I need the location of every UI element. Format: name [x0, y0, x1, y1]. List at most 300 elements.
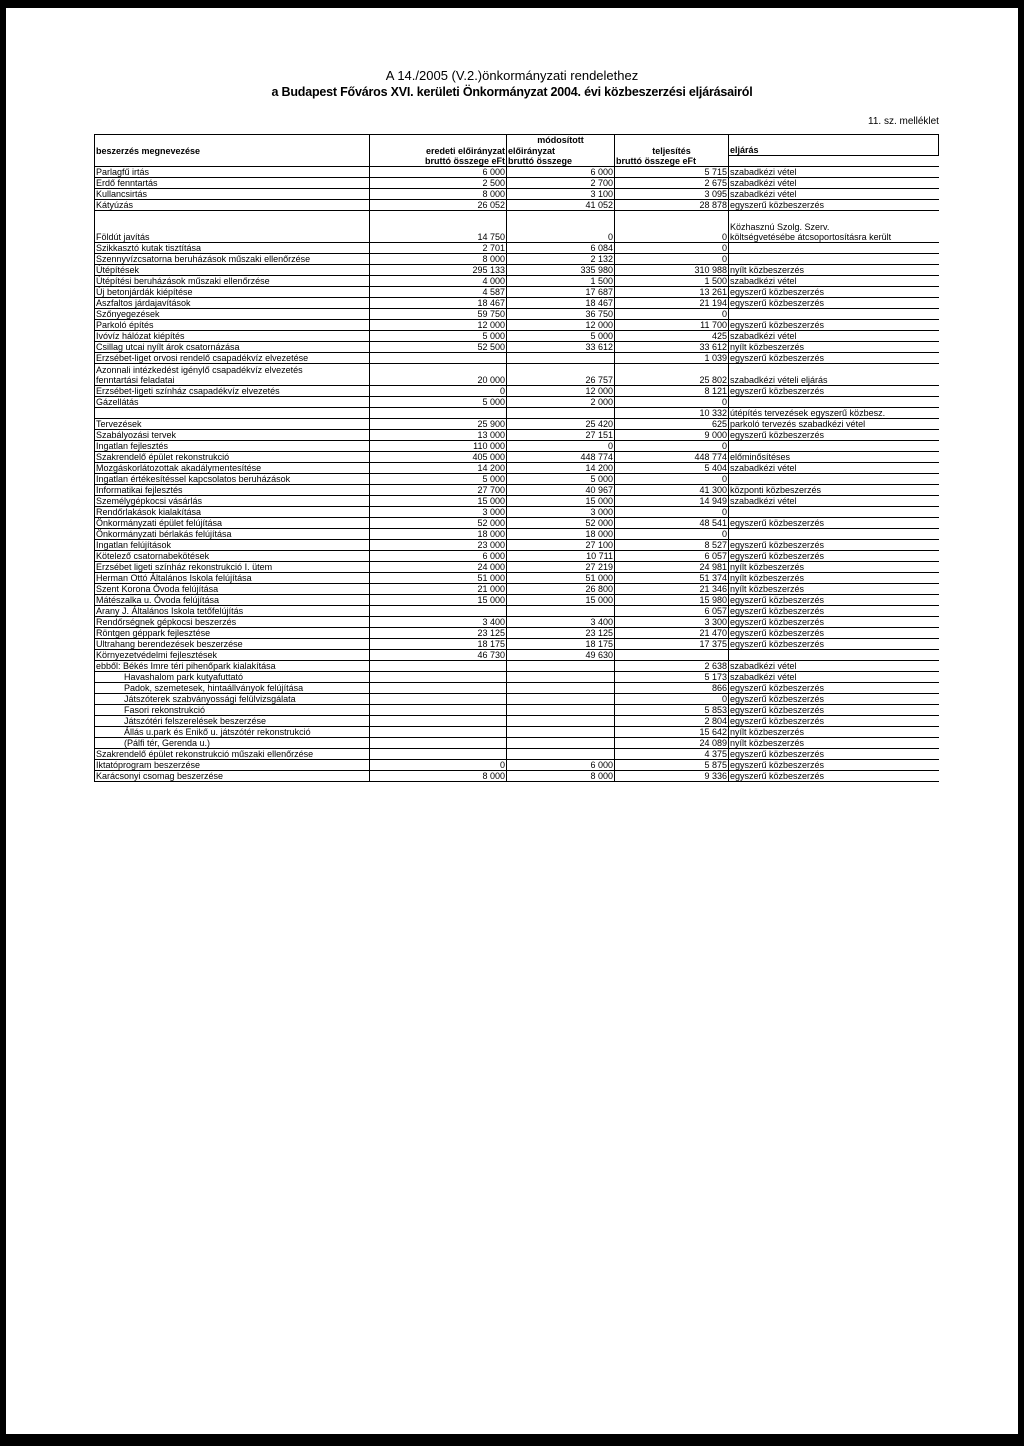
original-amount-cell: 52 000	[370, 518, 507, 529]
fulfilled-amount-cell: 1 500	[615, 276, 729, 287]
item-name-cell: Erdő fenntartás	[95, 178, 370, 189]
item-name-cell: Aszfaltos járdajavítások	[95, 298, 370, 309]
procedure-cell: szabadkézi vétel	[729, 276, 939, 287]
table-row	[95, 386, 939, 397]
modified-amount-cell: 41 052	[507, 200, 615, 211]
modified-amount-cell: 25 420	[507, 419, 615, 430]
table-row	[95, 419, 939, 430]
fulfilled-amount-cell: 0	[615, 694, 729, 705]
fulfilled-amount-cell: 13 261	[615, 287, 729, 298]
header-original: eredeti előirányzat	[370, 145, 507, 156]
procedure-cell	[729, 243, 939, 254]
procedure-cell: egyszerű közbeszerzés	[729, 518, 939, 529]
table-row	[95, 287, 939, 298]
original-amount-cell: 5 000	[370, 331, 507, 342]
modified-amount-cell	[507, 749, 615, 760]
original-amount-cell: 25 900	[370, 419, 507, 430]
procedure-cell: szabadkézi vétel	[729, 167, 939, 178]
procedure-cell	[729, 650, 939, 661]
fulfilled-amount-cell: 0	[615, 221, 729, 243]
fulfilled-amount-cell: 448 774	[615, 452, 729, 463]
procedure-cell: egyszerű közbeszerzés	[729, 430, 939, 441]
modified-amount-cell: 6 084	[507, 243, 615, 254]
procedure-cell: szabadkézi vétel	[729, 496, 939, 507]
item-name-cell: Ivóvíz hálózat kiépítés	[95, 331, 370, 342]
table-row	[95, 518, 939, 529]
item-name-cell-line-1: Azonnali intézkedést igénylő csapadékvíz elvezetés	[96, 365, 303, 375]
procedure-cell	[729, 474, 939, 485]
item-name-cell: Kötelező csatornabekötések	[95, 551, 370, 562]
item-name-cell: Ingatlan felújítások	[95, 540, 370, 551]
procedure-cell: nyílt közbeszerzés	[729, 265, 939, 276]
procedure-cell: szabadkézi vételi eljárás	[729, 364, 939, 386]
header-modified-unit: bruttó összege	[507, 156, 615, 167]
modified-amount-cell: 2 700	[507, 178, 615, 189]
item-name-cell: Szent Korona Óvoda felújítása	[95, 584, 370, 595]
item-name-cell: Erzsébet-ligeti színház csapadékvíz elvezetés	[95, 386, 370, 397]
modified-amount-cell: 448 774	[507, 452, 615, 463]
item-name-cell: Iktatóprogram beszerzése	[95, 760, 370, 771]
scan-border-top	[0, 0, 1024, 8]
fulfilled-amount-cell: 866	[615, 683, 729, 694]
procurement-table	[94, 134, 939, 782]
annex-label: 11. sz. melléklet	[868, 116, 939, 127]
fulfilled-amount-cell: 8 121	[615, 386, 729, 397]
table-row	[95, 606, 939, 617]
item-name-cell: Önkormányzati épület felújítása	[95, 518, 370, 529]
procedure-cell: nyílt közbeszerzés	[729, 573, 939, 584]
original-amount-cell: 27 700	[370, 485, 507, 496]
table-row	[95, 694, 939, 705]
original-amount-cell: 8 000	[370, 254, 507, 265]
fulfilled-amount-cell: 0	[615, 243, 729, 254]
procedure-cell	[729, 507, 939, 518]
table-row	[95, 551, 939, 562]
modified-amount-cell	[507, 606, 615, 617]
header-fulfilled: teljesítés	[615, 145, 729, 156]
table-row	[95, 595, 939, 606]
fulfilled-amount-cell: 14 949	[615, 496, 729, 507]
modified-amount-cell: 0	[507, 221, 615, 243]
header-cell	[729, 135, 939, 146]
table-row	[95, 200, 939, 211]
document-title-line-1: A 14./2005 (V.2.)önkormányzati rendelethez	[385, 68, 639, 83]
modified-amount-cell: 36 750	[507, 309, 615, 320]
modified-amount-cell: 49 630	[507, 650, 615, 661]
fulfilled-amount-cell: 2 675	[615, 178, 729, 189]
fulfilled-amount-cell: 3 300	[615, 617, 729, 628]
item-name-cell: Új betonjárdák kiépítése	[95, 287, 370, 298]
original-amount-cell: 110 000	[370, 441, 507, 452]
table-row	[95, 167, 939, 178]
procedure-cell	[729, 254, 939, 265]
header-name: beszerzés megnevezése	[95, 145, 370, 156]
fulfilled-amount-cell: 6 057	[615, 551, 729, 562]
procedure-cell: egyszerű közbeszerzés	[729, 595, 939, 606]
header-procedure: eljárás	[729, 145, 939, 156]
fulfilled-amount-cell: 9 000	[615, 430, 729, 441]
item-name-cell: Útépítések	[95, 265, 370, 276]
procedure-cell	[729, 529, 939, 540]
item-name-cell: Fasori rekonstrukció	[95, 705, 370, 716]
fulfilled-amount-cell: 425	[615, 331, 729, 342]
table-row	[95, 760, 939, 771]
original-amount-cell: 2 701	[370, 243, 507, 254]
item-name-cell: Állás u.park és Enikő u. játszótér rekonstrukció	[95, 727, 370, 738]
fulfilled-amount-cell: 0	[615, 309, 729, 320]
table-row	[95, 639, 939, 650]
modified-amount-cell: 2 000	[507, 397, 615, 408]
fulfilled-amount-cell: 0	[615, 474, 729, 485]
modified-amount-cell: 18 000	[507, 529, 615, 540]
fulfilled-amount-cell: 17 375	[615, 639, 729, 650]
modified-amount-cell	[507, 353, 615, 364]
fulfilled-amount-cell: 5 853	[615, 705, 729, 716]
fulfilled-amount-cell: 33 612	[615, 342, 729, 353]
procedure-cell: egyszerű közbeszerzés	[729, 705, 939, 716]
original-amount-cell: 12 000	[370, 320, 507, 331]
modified-amount-cell: 15 000	[507, 496, 615, 507]
item-name-cell: Személygépkocsi vásárlás	[95, 496, 370, 507]
item-name-cell: Kátyúzás	[95, 200, 370, 211]
item-name-cell: Szennyvízcsatorna beruházások műszaki ellenőrzése	[95, 254, 370, 265]
empty-cell	[370, 211, 507, 222]
procedure-cell: egyszerű közbeszerzés	[729, 551, 939, 562]
table-row	[95, 573, 939, 584]
original-amount-cell: 15 000	[370, 496, 507, 507]
table-row	[95, 507, 939, 518]
original-amount-cell: 24 000	[370, 562, 507, 573]
original-amount-cell: 59 750	[370, 309, 507, 320]
original-amount-cell	[370, 749, 507, 760]
original-amount-cell: 26 052	[370, 200, 507, 211]
procedure-cell: nyílt közbeszerzés	[729, 562, 939, 573]
table-row	[95, 529, 939, 540]
table-row	[95, 485, 939, 496]
table-row	[95, 738, 939, 749]
original-amount-cell: 8 000	[370, 189, 507, 200]
procedure-cell-line-1: Közhasznú Szolg. Szerv.	[730, 222, 830, 232]
original-amount-cell: 2 500	[370, 178, 507, 189]
original-amount-cell: 13 000	[370, 430, 507, 441]
table-row	[95, 650, 939, 661]
header-cell	[370, 135, 507, 146]
document-title-line-2: a Budapest Főváros XVI. kerületi Önkormányzat 2004. évi közbeszerzési eljárásairól	[271, 85, 753, 99]
modified-amount-cell: 8 000	[507, 771, 615, 782]
original-amount-cell: 3 400	[370, 617, 507, 628]
procedure-cell: egyszerű közbeszerzés	[729, 540, 939, 551]
original-amount-cell	[370, 738, 507, 749]
original-amount-cell	[370, 683, 507, 694]
modified-amount-cell: 33 612	[507, 342, 615, 353]
table-row	[95, 364, 939, 386]
original-amount-cell: 46 730	[370, 650, 507, 661]
table-row	[95, 540, 939, 551]
original-amount-cell	[370, 606, 507, 617]
item-name-cell: Játszótéri felszerelések beszerzése	[95, 716, 370, 727]
original-amount-cell	[370, 661, 507, 672]
original-amount-cell: 0	[370, 386, 507, 397]
table-header-row-1	[95, 135, 939, 146]
original-amount-cell	[370, 716, 507, 727]
procedure-cell	[729, 397, 939, 408]
modified-amount-cell: 26 800	[507, 584, 615, 595]
modified-amount-cell: 10 711	[507, 551, 615, 562]
table-row	[95, 474, 939, 485]
original-amount-cell	[370, 353, 507, 364]
table-row	[95, 243, 939, 254]
table-row	[95, 496, 939, 507]
fulfilled-amount-cell: 9 336	[615, 771, 729, 782]
procedure-cell: szabadkézi vétel	[729, 189, 939, 200]
table-row	[95, 397, 939, 408]
table-row	[95, 441, 939, 452]
original-amount-cell: 3 000	[370, 507, 507, 518]
modified-amount-cell: 5 000	[507, 474, 615, 485]
scan-border-right	[1018, 0, 1024, 1446]
procedure-cell: egyszerű közbeszerzés	[729, 200, 939, 211]
fulfilled-amount-cell: 6 057	[615, 606, 729, 617]
procedure-cell: nyílt közbeszerzés	[729, 584, 939, 595]
table-row	[95, 683, 939, 694]
procedure-cell: egyszerű közbeszerzés	[729, 353, 939, 364]
original-amount-cell: 6 000	[370, 551, 507, 562]
modified-amount-cell	[507, 694, 615, 705]
original-amount-cell: 23 125	[370, 628, 507, 639]
item-name-cell	[95, 364, 370, 386]
fulfilled-amount-cell: 21 194	[615, 298, 729, 309]
item-name-cell: Arany J. Általános Iskola tetőfelújítás	[95, 606, 370, 617]
fulfilled-amount-cell: 5 404	[615, 463, 729, 474]
table-row	[95, 211, 939, 222]
item-name-cell: Erzsébet-liget orvosi rendelő csapadékvíz elvezetése	[95, 353, 370, 364]
original-amount-cell: 4 587	[370, 287, 507, 298]
item-name-cell: Szőnyegezések	[95, 309, 370, 320]
table-row	[95, 320, 939, 331]
header-modified-top: módosított	[507, 135, 615, 146]
fulfilled-amount-cell: 21 470	[615, 628, 729, 639]
table-header-row-2	[95, 145, 939, 156]
procedure-cell	[729, 441, 939, 452]
item-name-cell: Mátészalka u. Óvoda felújítása	[95, 595, 370, 606]
fulfilled-amount-cell: 0	[615, 397, 729, 408]
modified-amount-cell: 27 100	[507, 540, 615, 551]
procedure-cell: egyszerű közbeszerzés	[729, 386, 939, 397]
original-amount-cell: 5 000	[370, 397, 507, 408]
original-amount-cell	[370, 408, 507, 419]
original-amount-cell	[370, 694, 507, 705]
procedure-cell: szabadkézi vétel	[729, 672, 939, 683]
procedure-cell: egyszerű közbeszerzés	[729, 628, 939, 639]
modified-amount-cell: 18 175	[507, 639, 615, 650]
item-name-cell: Gázellátás	[95, 397, 370, 408]
procedure-cell: előminősítéses	[729, 452, 939, 463]
original-amount-cell: 51 000	[370, 573, 507, 584]
fulfilled-amount-cell: 11 700	[615, 320, 729, 331]
item-name-cell: Parkoló építés	[95, 320, 370, 331]
item-name-cell: Szikkasztó kutak tisztítása	[95, 243, 370, 254]
modified-amount-cell: 26 757	[507, 364, 615, 386]
item-name-cell: Mozgáskorlátozottak akadálymentesítése	[95, 463, 370, 474]
procedure-cell: egyszerű közbeszerzés	[729, 606, 939, 617]
item-name-cell: ebből: Békés Imre téri pihenőpark kialakítása	[95, 661, 370, 672]
fulfilled-amount-cell: 4 375	[615, 749, 729, 760]
fulfilled-amount-cell: 15 642	[615, 727, 729, 738]
fulfilled-amount-cell: 15 980	[615, 595, 729, 606]
table-row	[95, 727, 939, 738]
modified-amount-cell: 52 000	[507, 518, 615, 529]
table-row	[95, 309, 939, 320]
procedure-cell: egyszerű közbeszerzés	[729, 771, 939, 782]
item-name-cell: (Pálfi tér, Gerenda u.)	[95, 738, 370, 749]
procedure-cell: szabadkézi vétel	[729, 331, 939, 342]
item-name-cell: Ingatlan fejlesztés	[95, 441, 370, 452]
original-amount-cell: 5 000	[370, 474, 507, 485]
item-name-cell: Parlagfű irtás	[95, 167, 370, 178]
header-cell	[95, 156, 370, 167]
header-modified: előirányzat	[507, 145, 615, 156]
modified-amount-cell	[507, 661, 615, 672]
fulfilled-amount-cell: 10 332	[615, 408, 729, 419]
fulfilled-amount-cell: 8 527	[615, 540, 729, 551]
modified-amount-cell	[507, 705, 615, 716]
original-amount-cell: 295 133	[370, 265, 507, 276]
modified-amount-cell: 5 000	[507, 331, 615, 342]
procedure-cell	[729, 221, 939, 243]
original-amount-cell: 18 467	[370, 298, 507, 309]
fulfilled-amount-cell: 0	[615, 254, 729, 265]
fulfilled-amount-cell: 28 878	[615, 200, 729, 211]
original-amount-cell: 15 000	[370, 595, 507, 606]
empty-cell	[507, 211, 615, 222]
procedure-cell: nyílt közbeszerzés	[729, 727, 939, 738]
table-header-row-3	[95, 156, 939, 167]
fulfilled-amount-cell: 625	[615, 419, 729, 430]
header-original-unit: bruttó összege eFt	[370, 156, 507, 167]
fulfilled-amount-cell: 21 346	[615, 584, 729, 595]
table-row	[95, 221, 939, 243]
item-name-cell-line-2: fenntartási feladatai	[96, 375, 175, 385]
table-row	[95, 178, 939, 189]
table-row	[95, 254, 939, 265]
procedure-cell: egyszerű közbeszerzés	[729, 320, 939, 331]
fulfilled-amount-cell: 0	[615, 507, 729, 518]
fulfilled-amount-cell: 2 638	[615, 661, 729, 672]
modified-amount-cell	[507, 716, 615, 727]
procedure-cell: parkoló tervezés szabadkézi vétel	[729, 419, 939, 430]
table-row	[95, 452, 939, 463]
fulfilled-amount-cell: 5 173	[615, 672, 729, 683]
header-fulfilled-unit: bruttó összege eFt	[615, 156, 729, 167]
original-amount-cell: 14 750	[370, 221, 507, 243]
item-name-cell: Szabályozási tervek	[95, 430, 370, 441]
table-row	[95, 430, 939, 441]
table-row	[95, 617, 939, 628]
modified-amount-cell: 51 000	[507, 573, 615, 584]
original-amount-cell: 18 000	[370, 529, 507, 540]
item-name-cell: Környezetvédelmi fejlesztések	[95, 650, 370, 661]
item-name-cell: Földút javítás	[95, 221, 370, 243]
original-amount-cell: 23 000	[370, 540, 507, 551]
fulfilled-amount-cell: 0	[615, 441, 729, 452]
header-cell	[615, 135, 729, 146]
item-name-cell: Röntgen géppark fejlesztése	[95, 628, 370, 639]
fulfilled-amount-cell: 2 804	[615, 716, 729, 727]
original-amount-cell: 8 000	[370, 771, 507, 782]
fulfilled-amount-cell: 24 981	[615, 562, 729, 573]
table-row	[95, 749, 939, 760]
item-name-cell: Tervezések	[95, 419, 370, 430]
table-row	[95, 584, 939, 595]
modified-amount-cell: 27 219	[507, 562, 615, 573]
modified-amount-cell: 335 980	[507, 265, 615, 276]
modified-amount-cell: 2 132	[507, 254, 615, 265]
table-row	[95, 771, 939, 782]
modified-amount-cell: 6 000	[507, 167, 615, 178]
item-name-cell: Padok, szemetesek, hintaállványok felújítása	[95, 683, 370, 694]
original-amount-cell: 18 175	[370, 639, 507, 650]
procedure-cell: központi közbeszerzés	[729, 485, 939, 496]
fulfilled-amount-cell: 1 039	[615, 353, 729, 364]
item-name-cell: Játszóterek szabványossági felülvizsgálata	[95, 694, 370, 705]
fulfilled-amount-cell: 5 875	[615, 760, 729, 771]
table-row	[95, 298, 939, 309]
item-name-cell: Rendőrségnek gépkocsi beszerzés	[95, 617, 370, 628]
original-amount-cell	[370, 705, 507, 716]
fulfilled-amount-cell: 5 715	[615, 167, 729, 178]
procedure-cell: egyszerű közbeszerzés	[729, 287, 939, 298]
procedure-cell: egyszerű közbeszerzés	[729, 639, 939, 650]
table-row	[95, 342, 939, 353]
table-row	[95, 716, 939, 727]
fulfilled-amount-cell: 0	[615, 529, 729, 540]
procedure-cell: egyszerű közbeszerzés	[729, 694, 939, 705]
item-name-cell: Rendőrlakások kialakítása	[95, 507, 370, 518]
table-row	[95, 705, 939, 716]
procedure-cell: nyílt közbeszerzés	[729, 738, 939, 749]
table-row	[95, 353, 939, 364]
item-name-cell	[95, 408, 370, 419]
empty-cell	[729, 211, 939, 222]
table-row	[95, 661, 939, 672]
item-name-cell: Havashalom park kutyafuttató	[95, 672, 370, 683]
modified-amount-cell	[507, 672, 615, 683]
item-name-cell: Szakrendelő épület rekonstrukció műszaki ellenőrzése	[95, 749, 370, 760]
table-row	[95, 265, 939, 276]
modified-amount-cell: 23 125	[507, 628, 615, 639]
fulfilled-amount-cell: 41 300	[615, 485, 729, 496]
modified-amount-cell: 18 467	[507, 298, 615, 309]
table-row	[95, 408, 939, 419]
modified-amount-cell: 27 151	[507, 430, 615, 441]
fulfilled-amount-cell: 310 988	[615, 265, 729, 276]
modified-amount-cell: 3 100	[507, 189, 615, 200]
modified-amount-cell	[507, 408, 615, 419]
item-name-cell: Útépítési beruházások műszaki ellenőrzése	[95, 276, 370, 287]
modified-amount-cell: 0	[507, 441, 615, 452]
item-name-cell: Kullancsirtás	[95, 189, 370, 200]
fulfilled-amount-cell: 24 089	[615, 738, 729, 749]
modified-amount-cell: 3 000	[507, 507, 615, 518]
scan-border-bottom	[0, 1434, 1024, 1446]
item-name-cell: Karácsonyi csomag beszerzése	[95, 771, 370, 782]
original-amount-cell: 14 200	[370, 463, 507, 474]
modified-amount-cell: 12 000	[507, 320, 615, 331]
procedure-cell: egyszerű közbeszerzés	[729, 716, 939, 727]
procedure-cell: szabadkézi vétel	[729, 661, 939, 672]
item-name-cell: Ultrahang berendezések beszerzése	[95, 639, 370, 650]
original-amount-cell: 6 000	[370, 167, 507, 178]
